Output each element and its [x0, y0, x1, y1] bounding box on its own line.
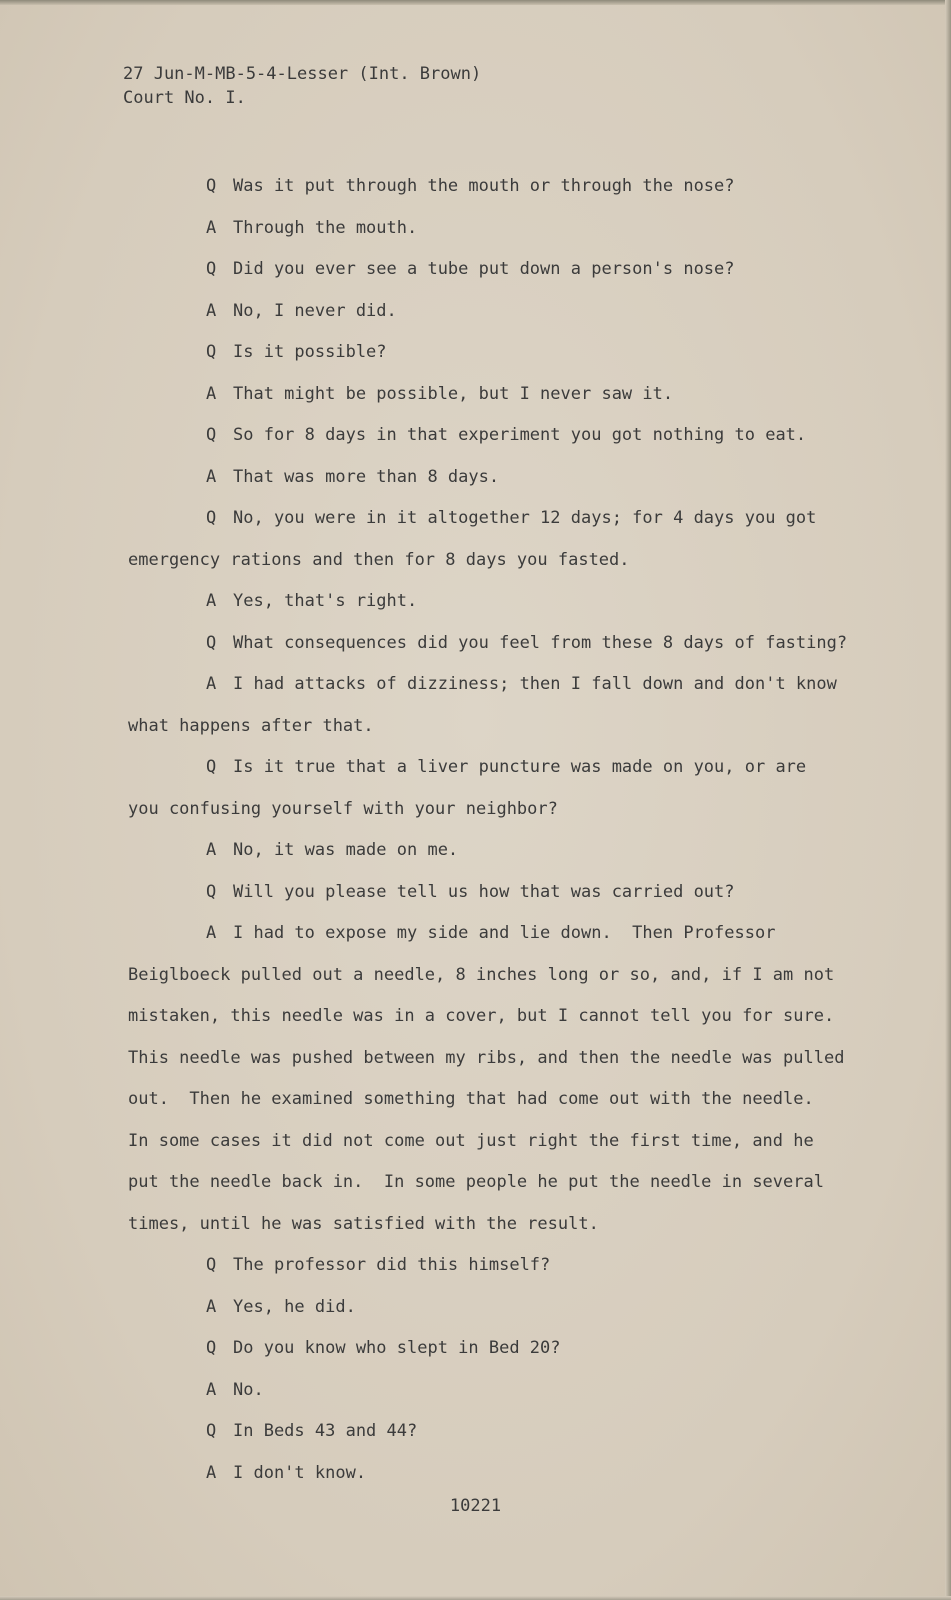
transcript-line-continuation [128, 706, 868, 748]
speaker-marker: Q [206, 176, 217, 196]
line-text: What consequences did you feel from these 8 days of fasting? [233, 632, 848, 653]
speaker-marker: Q [206, 632, 217, 653]
speaker-marker: A [206, 383, 217, 404]
transcript-line-question [128, 332, 868, 374]
transcript-line-question [128, 166, 868, 208]
transcript-line-question [128, 747, 868, 789]
line-text: put the needle back in. In some people he put the needle in several [128, 1172, 824, 1192]
line-text: That might be possible, but I never saw it. [233, 383, 674, 404]
speaker-marker: A [206, 300, 217, 321]
line-text: Will you please tell us how that was carried out? [233, 881, 735, 902]
transcript-line-continuation [128, 1038, 868, 1080]
scan-edge-top [0, 0, 951, 5]
line-text: No, I never did. [233, 300, 397, 321]
speaker-marker: A [206, 1296, 217, 1317]
transcript-line-question [128, 1245, 868, 1287]
speaker-marker: A [206, 217, 217, 238]
transcript-line-continuation [128, 1162, 868, 1204]
speaker-marker: A [206, 923, 217, 943]
transcript-line-answer [128, 457, 868, 499]
line-text: what happens after that. [128, 715, 374, 736]
transcript-line-answer [128, 374, 868, 416]
speaker-marker: Q [206, 342, 217, 362]
header-court: Court No. I. [123, 88, 246, 108]
transcript-line-question [128, 1328, 868, 1370]
line-text: mistaken, this needle was in a cover, but I cannot tell you for sure. [128, 1006, 835, 1026]
line-text: Yes, that's right. [233, 591, 418, 611]
line-text: Beiglboeck pulled out a needle, 8 inches long or so, and, if I am not [128, 964, 835, 985]
header-reference: 27 Jun-M-MB-5-4-Lesser (Int. Brown) [123, 64, 482, 84]
line-text: I had to expose my side and lie down. Then Professor [233, 923, 776, 943]
line-text: This needle was pushed between my ribs, and then the needle was pulled [128, 1047, 845, 1068]
transcript-line-answer [128, 664, 868, 706]
line-text: Was it put through the mouth or through the nose? [233, 176, 735, 196]
speaker-marker: Q [206, 1255, 217, 1275]
line-text: No, you were in it altogether 12 days; for 4 days you got [233, 508, 817, 528]
transcript-line-answer [128, 1453, 868, 1495]
speaker-marker: Q [206, 1421, 217, 1441]
line-text: Through the mouth. [233, 217, 418, 238]
speaker-marker: A [206, 1379, 217, 1400]
line-text: out. Then he examined something that had come out with the needle. [128, 1089, 814, 1109]
transcript-line-question [128, 415, 868, 457]
speaker-marker: Q [206, 1338, 217, 1358]
speaker-marker: A [206, 1462, 217, 1483]
speaker-marker: A [206, 674, 217, 694]
scan-edge-bottom [0, 1596, 951, 1600]
line-text: No, it was made on me. [233, 840, 459, 860]
line-text: In some cases it did not come out just right the first time, and he [128, 1130, 814, 1151]
transcript-line-answer [128, 581, 868, 623]
transcript-line-question [128, 872, 868, 914]
transcript-line-question [128, 249, 868, 291]
line-text: emergency rations and then for 8 days you fasted. [128, 549, 630, 570]
speaker-marker: A [206, 840, 217, 860]
transcript-line-answer [128, 291, 868, 333]
line-text: So for 8 days in that experiment you got nothing to eat. [233, 425, 807, 445]
speaker-marker: Q [206, 757, 217, 777]
transcript-line-question [128, 623, 868, 665]
line-text: Is it possible? [233, 342, 387, 362]
line-text: Is it true that a liver puncture was made on you, or are [233, 757, 807, 777]
transcript-line-question [128, 1411, 868, 1453]
speaker-marker: Q [206, 259, 217, 279]
speaker-marker: A [206, 466, 217, 487]
transcript-line-answer [128, 1370, 868, 1412]
scan-edge-right [945, 0, 951, 1600]
line-text: That was more than 8 days. [233, 466, 500, 487]
speaker-marker: Q [206, 425, 217, 445]
line-text: times, until he was satisfied with the result. [128, 1213, 599, 1234]
line-text: The professor did this himself? [233, 1255, 551, 1275]
transcript-line-question [128, 498, 868, 540]
line-text: Yes, he did. [233, 1296, 356, 1317]
transcript-line-continuation [128, 955, 868, 997]
transcript-line-continuation [128, 996, 868, 1038]
speaker-marker: Q [206, 508, 217, 528]
line-text: you confusing yourself with your neighbor? [128, 798, 558, 819]
line-text: Do you know who slept in Bed 20? [233, 1338, 561, 1358]
document-header [123, 62, 481, 110]
transcript-line-continuation [128, 789, 868, 831]
line-text: I don't know. [233, 1462, 367, 1483]
speaker-marker: Q [206, 881, 217, 902]
line-text: In Beds 43 and 44? [233, 1421, 418, 1441]
line-text: Did you ever see a tube put down a person's nose? [233, 259, 735, 279]
line-text: I had attacks of dizziness; then I fall down and don't know [233, 674, 837, 694]
transcript-line-continuation [128, 1204, 868, 1246]
transcript-line-continuation [128, 540, 868, 582]
transcript-line-continuation [128, 1121, 868, 1163]
transcript-line-answer [128, 830, 868, 872]
transcript-line-answer [128, 913, 868, 955]
line-text: No. [233, 1379, 264, 1400]
transcript-body [128, 166, 868, 1494]
page-number: 10221 [449, 1496, 502, 1516]
transcript-line-answer [128, 208, 868, 250]
transcript-line-continuation [128, 1079, 868, 1121]
transcript-line-answer [128, 1287, 868, 1329]
speaker-marker: A [206, 591, 217, 611]
